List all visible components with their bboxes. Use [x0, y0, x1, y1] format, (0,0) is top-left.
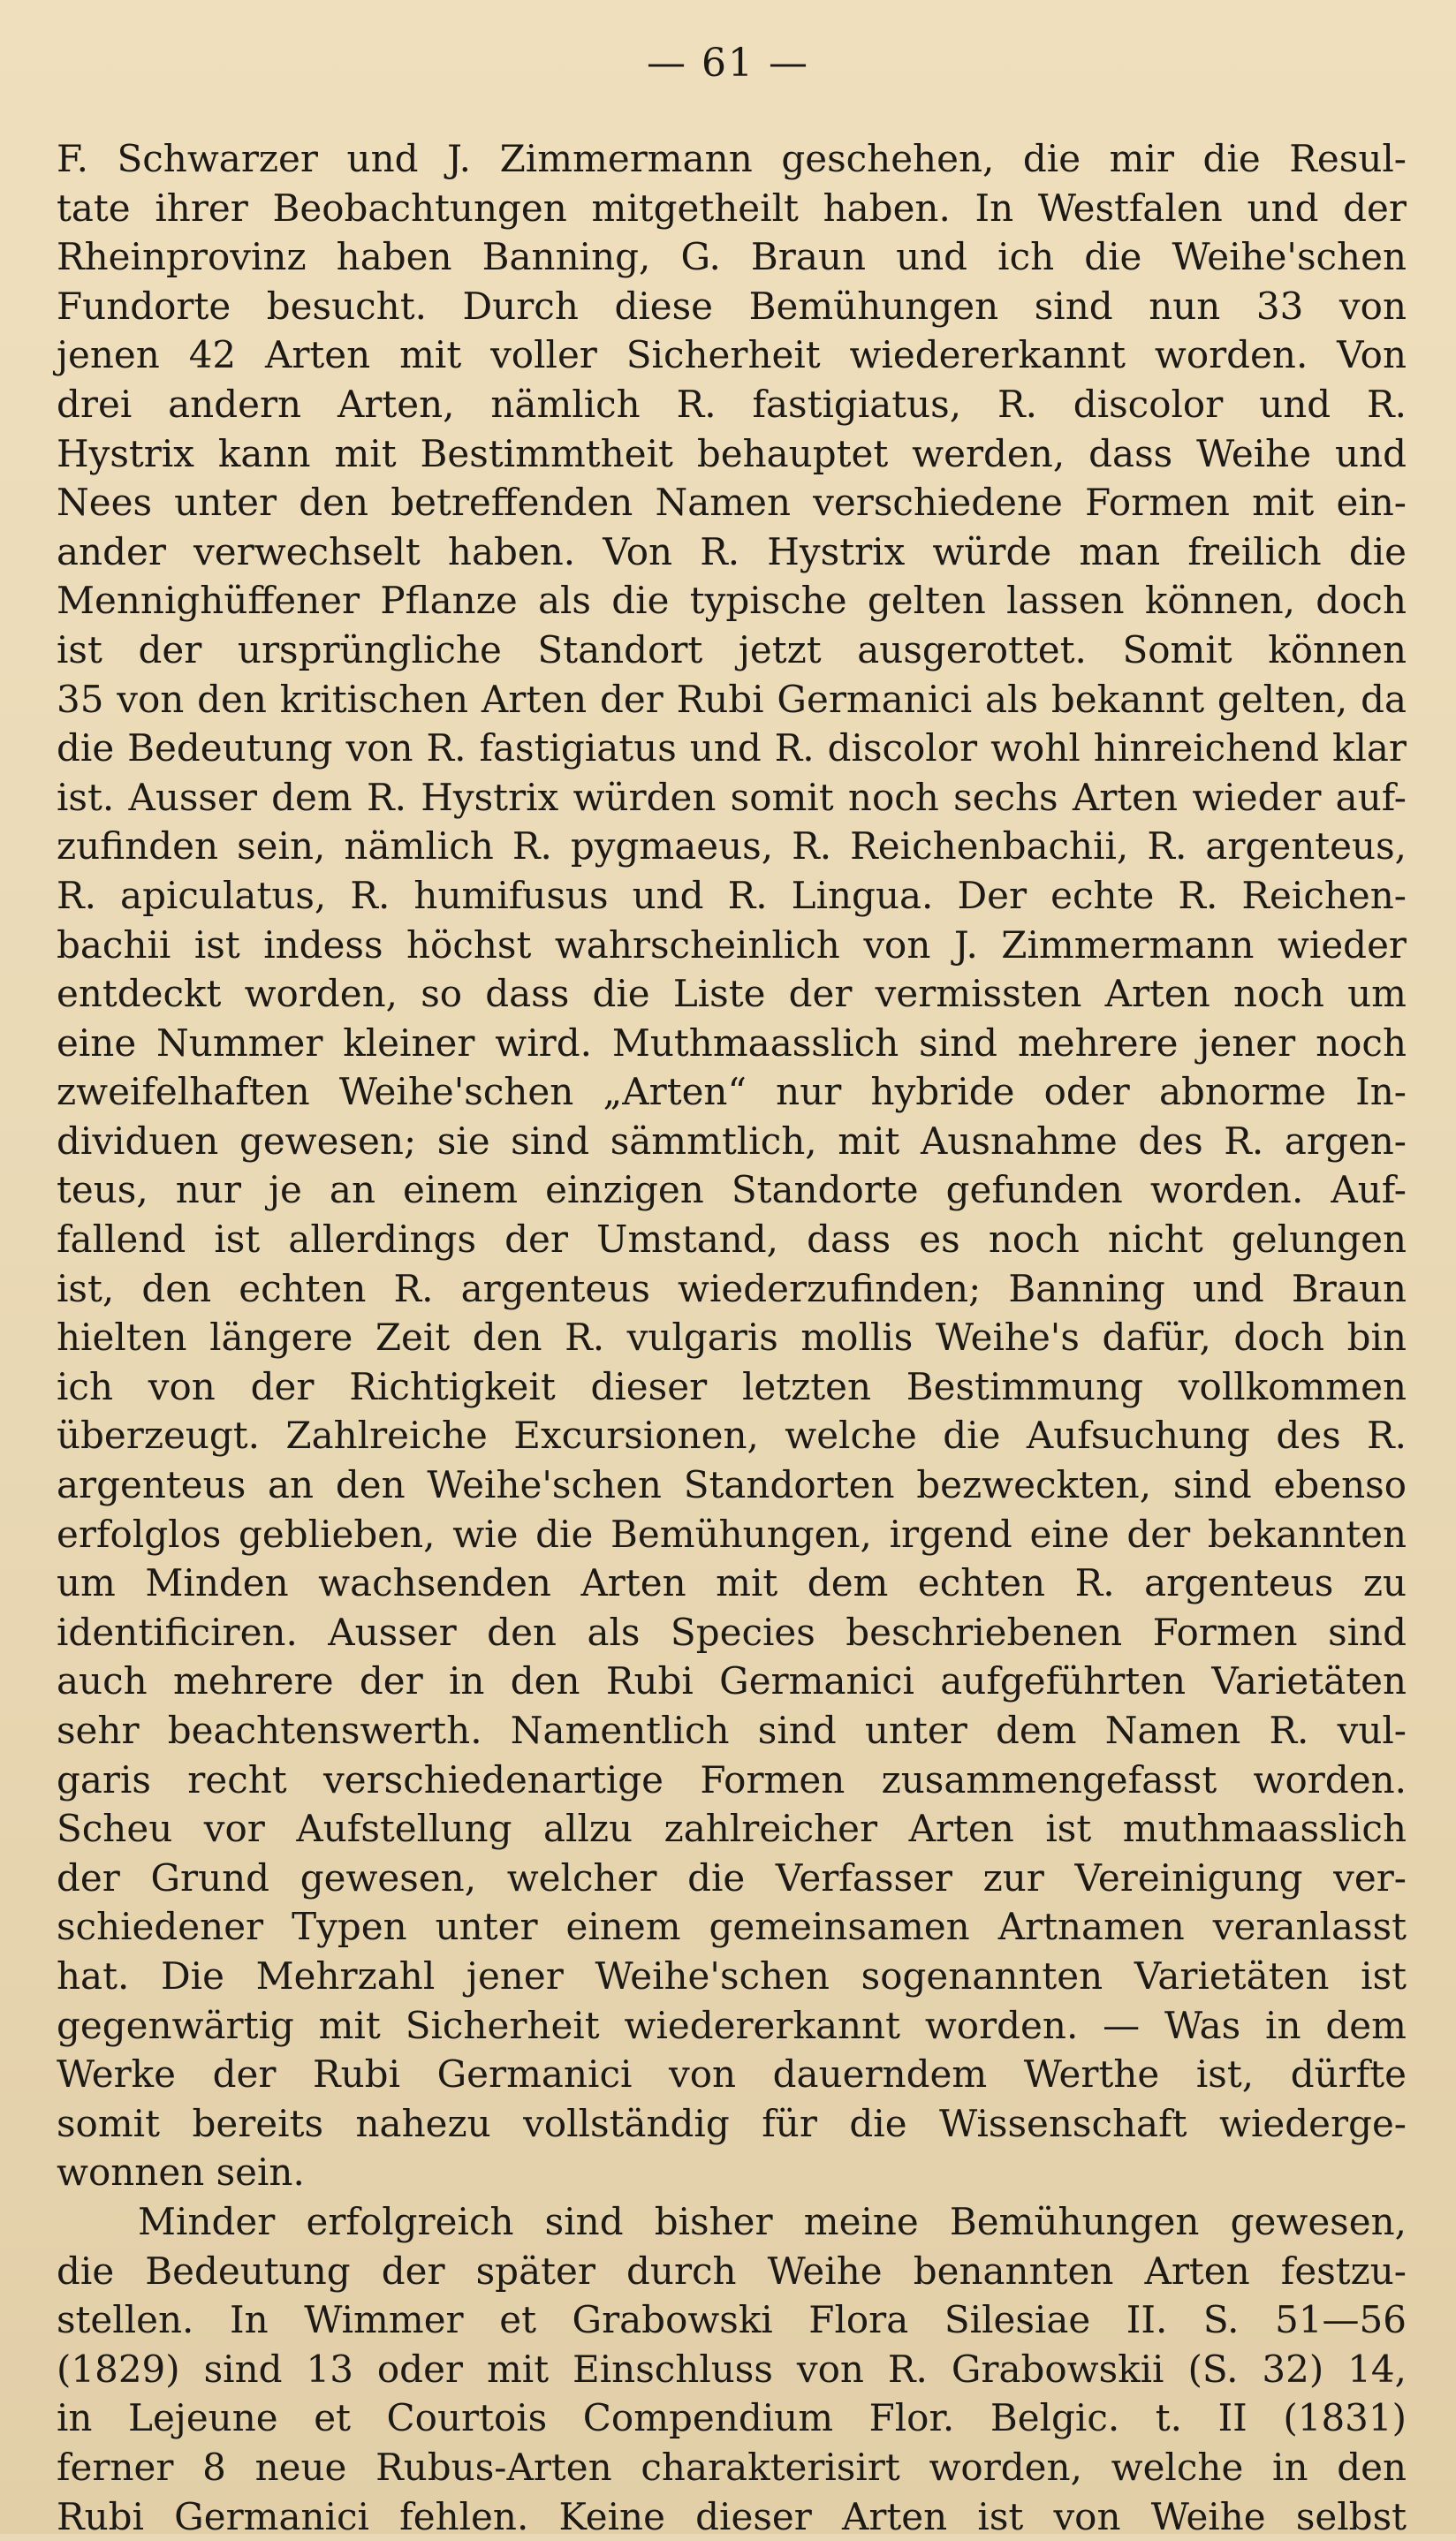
text-line: jenen 42 Arten mit voller Sicherheit wiedererkannt worden. Von — [57, 330, 1407, 380]
page-number: — 61 — — [0, 37, 1456, 90]
text-line: die Bedeutung von R. fastigiatus und R. discolor wohl hinreichend klar — [57, 724, 1407, 773]
text-line: ist, den echten R. argenteus wiederzufinden; Banning und Braun — [57, 1264, 1407, 1314]
text-line: schiedener Typen unter einem gemeinsamen Artnamen veranlasst — [57, 1902, 1407, 1952]
text-line: argenteus an den Weihe'schen Standorten bezweckten, sind ebenso — [57, 1460, 1407, 1510]
text-line: (1829) sind 13 oder mit Einschluss von R. Grabowskii (S. 32) 14, — [57, 2345, 1407, 2394]
text-line: Nees unter den betreffenden Namen verschiedene Formen mit ein- — [57, 478, 1407, 527]
text-line: fallend ist allerdings der Umstand, dass es noch nicht gelungen — [57, 1215, 1407, 1264]
text-line: 35 von den kritischen Arten der Rubi Germanici als bekannt gelten, da — [57, 675, 1407, 724]
text-line: auch mehrere der in den Rubi Germanici aufgeführten Varietäten — [57, 1657, 1407, 1706]
text-line: Fundorte besucht. Durch diese Bemühungen sind nun 33 von — [57, 282, 1407, 331]
text-line: identificiren. Ausser den als Species beschriebenen Formen sind — [57, 1608, 1407, 1657]
text-line: zweifelhaften Weihe'schen „Arten“ nur hybride oder abnorme In- — [57, 1067, 1407, 1117]
text-line: hat. Die Mehrzahl jener Weihe'schen sogenannten Varietäten ist — [57, 1952, 1407, 2001]
text-line: der Grund gewesen, welcher die Verfasser zur Vereinigung ver- — [57, 1854, 1407, 1903]
text-line: überzeugt. Zahlreiche Excursionen, welche die Aufsuchung des R. — [57, 1411, 1407, 1460]
text-line: F. Schwarzer und J. Zimmermann geschehen, die mir die Resul- — [57, 134, 1407, 184]
text-line: ander verwechselt haben. Von R. Hystrix würde man freilich die — [57, 527, 1407, 577]
text-line: somit bereits nahezu vollständig für die Wissenschaft wiederge- — [57, 2099, 1407, 2149]
text-line: eine Nummer kleiner wird. Muthmaasslich sind mehrere jener noch — [57, 1019, 1407, 1068]
text-line: Hystrix kann mit Bestimmtheit behauptet werden, dass Weihe und — [57, 429, 1407, 479]
text-line: Rubi Germanici fehlen. Keine dieser Arten ist von Weihe selbst — [57, 2492, 1407, 2541]
text-line: zufinden sein, nämlich R. pygmaeus, R. Reichenbachii, R. argenteus, — [57, 822, 1407, 871]
text-line: Minder erfolgreich sind bisher meine Bemühungen gewesen, — [57, 2197, 1407, 2247]
text-line: erfolglos geblieben, wie die Bemühungen, irgend eine der bekannten — [57, 1510, 1407, 1559]
text-line: garis recht verschiedenartige Formen zusammengefasst worden. — [57, 1756, 1407, 1805]
text-line: teus, nur je an einem einzigen Standorte gefunden worden. Auf- — [57, 1165, 1407, 1215]
text-line: wonnen sein. — [57, 2148, 1407, 2197]
text-line: Mennighüffener Pflanze als die typische gelten lassen können, doch — [57, 576, 1407, 626]
text-line: Werke der Rubi Germanici von dauerndem Werthe ist, dürfte — [57, 2050, 1407, 2099]
text-line: gegenwärtig mit Sicherheit wiedererkannt worden. — Was in dem — [57, 2001, 1407, 2051]
text-line: die Bedeutung der später durch Weihe benannten Arten festzu- — [57, 2247, 1407, 2296]
text-line: bachii ist indess höchst wahrscheinlich von J. Zimmermann wieder — [57, 921, 1407, 970]
text-line: tate ihrer Beobachtungen mitgetheilt haben. In Westfalen und der — [57, 184, 1407, 233]
text-line: entdeckt worden, so dass die Liste der vermissten Arten noch um — [57, 969, 1407, 1019]
text-line: ist der ursprüngliche Standort jetzt ausgerottet. Somit können — [57, 626, 1407, 675]
text-line: ist. Ausser dem R. Hystrix würden somit noch sechs Arten wieder auf- — [57, 773, 1407, 823]
text-line: drei andern Arten, nämlich R. fastigiatus, R. discolor und R. — [57, 380, 1407, 429]
text-line: Scheu vor Aufstellung allzu zahlreicher Arten ist muthmaasslich — [57, 1804, 1407, 1854]
text-line: stellen. In Wimmer et Grabowski Flora Silesiae II. S. 51—56 — [57, 2295, 1407, 2345]
text-line: hielten längere Zeit den R. vulgaris mollis Weihe's dafür, doch bin — [57, 1313, 1407, 1362]
text-line: Rheinprovinz haben Banning, G. Braun und ich die Weihe'schen — [57, 232, 1407, 282]
text-line: dividuen gewesen; sie sind sämmtlich, mit Ausnahme des R. argen- — [57, 1117, 1407, 1166]
text-line: ferner 8 neue Rubus-Arten charakterisirt worden, welche in den — [57, 2443, 1407, 2492]
text-line: um Minden wachsenden Arten mit dem echten R. argenteus zu — [57, 1559, 1407, 1608]
text-line: in Lejeune et Courtois Compendium Flor. Belgic. t. II (1831) — [57, 2393, 1407, 2443]
body-text — [57, 134, 1407, 2541]
text-line: R. apiculatus, R. humifusus und R. Lingua. Der echte R. Reichen- — [57, 871, 1407, 921]
text-line: sehr beachtenswerth. Namentlich sind unter dem Namen R. vul- — [57, 1706, 1407, 1756]
text-line: ich von der Richtigkeit dieser letzten Bestimmung vollkommen — [57, 1362, 1407, 1412]
